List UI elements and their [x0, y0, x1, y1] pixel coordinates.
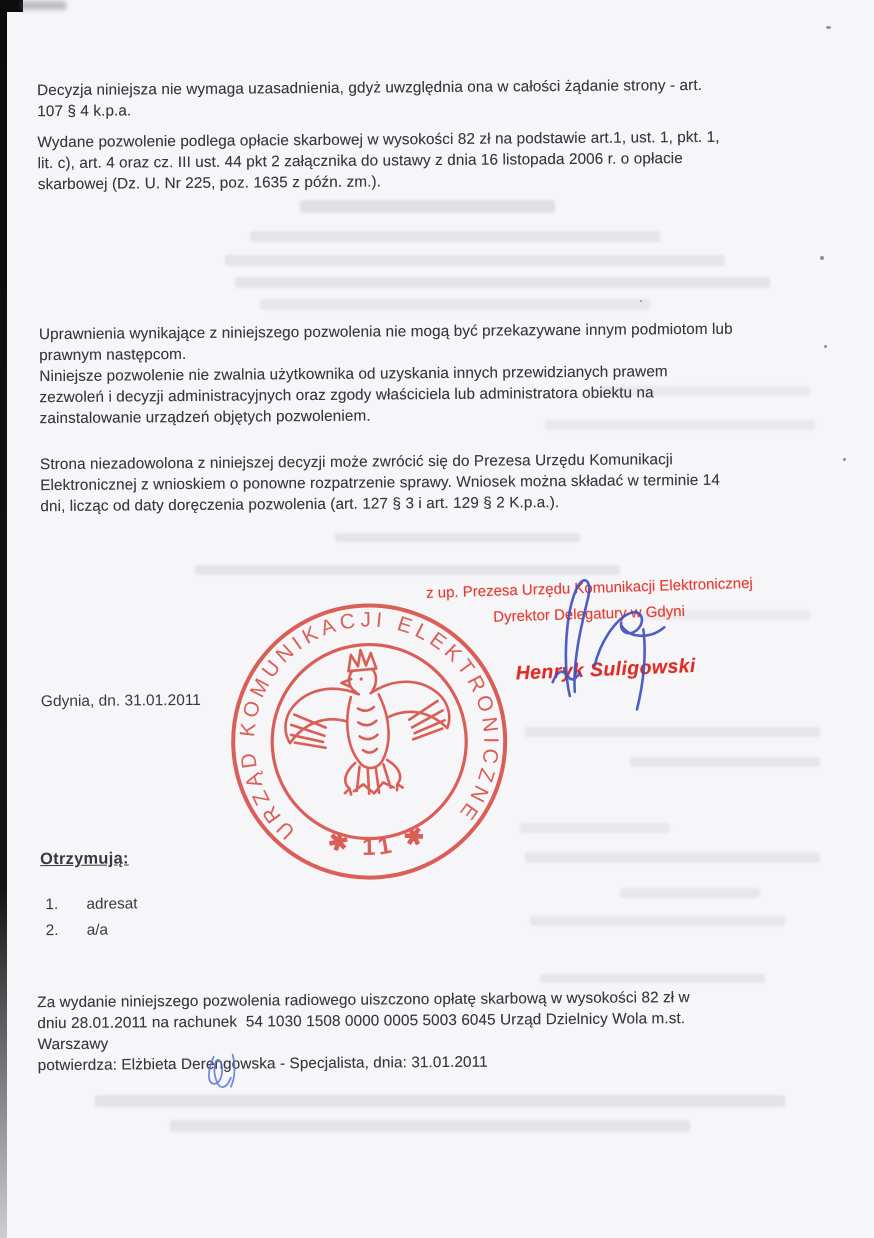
paragraph-stamp-duty [37, 126, 817, 195]
text-line: skarbowej (Dz. U. Nr 225, poz. 1635 z późn. zm.). [37, 173, 382, 194]
text-line: zezwoleń i decyzji administracyjnych oraz zgody właściciela lub administratora obiektu na [39, 384, 654, 407]
initials-stroke [209, 1057, 231, 1087]
recipient-item [45, 895, 137, 914]
text-line: Warszawy [37, 1035, 109, 1054]
text-line: prawnym następcom. [39, 345, 187, 365]
stamp-number-text: ✱ 11 ✱ [324, 818, 435, 861]
recipient-label: a/a [86, 921, 108, 939]
text-line: Elektronicznej z wnioskiem o ponowne rozpatrzenie sprawy. Wniosek można składać w terminie 14 [40, 471, 721, 495]
handwritten-initials [200, 1048, 252, 1096]
text-line: zainstalowanie urządzeń objętych pozwoleniem. [39, 407, 371, 428]
signer-name: Henryk Suligowski [515, 654, 697, 685]
paragraph-fee-paid [37, 986, 838, 1076]
initials-stroke [231, 1055, 235, 1087]
text-line: Uprawnienia wynikające z niniejszego pozwolenia nie mogą być przekazywane innym podmiotom lub [38, 320, 733, 344]
paragraph-appeal-rights [40, 448, 830, 517]
text-line: Decyzja niniejsza nie wymaga uzasadnienia, gdyż uwzględnia ona w całości żądanie strony - art. [37, 76, 703, 100]
text-line: Strona niezadowolona z niniejszej decyzji może zwrócić się do Prezesa Urzędu Komunikacji [39, 451, 673, 474]
authority-stamp-line-2: Dyrektor Delegatury w Gdyni [492, 602, 686, 626]
text-line: Niniejsze pozwolenie nie zwalnia użytkownika od uzyskania innych przewidzianych prawem [39, 363, 668, 386]
signature-stroke [636, 629, 645, 709]
text-line: lit. c), art. 4 oraz cz. III ust. 44 pkt 2 załącznika do ustawy z dnia 16 listopada 2006 r. o opłacie [37, 150, 683, 173]
place-date-line: Gdynia, dn. 31.01.2011 [40, 691, 201, 711]
text-line: dni, licząc od daty doręczenia pozwolenia (art. 127 § 3 i art. 129 § 2 K.p.a.). [40, 494, 560, 516]
handwritten-signature [524, 567, 685, 718]
fee-confirmation-line: potwierdza: Elżbieta Derengowska - Specjalista, dnia: 31.01.2011 [37, 1053, 488, 1075]
signature-stroke [594, 612, 642, 666]
paragraph-no-justification [37, 74, 817, 122]
recipient-label: adresat [86, 895, 138, 913]
text-line: Za wydanie niniejszego pozwolenia radiowego uiszczono opłatę skarbową w wysokości 82 zł w [37, 989, 690, 1012]
recipient-number: 2. [45, 922, 59, 940]
text-line: dniu 28.01.2011 na rachunek 54 1030 1508 0000 0005 5003 6045 Urząd Dzielnicy Wola m.st. [37, 1010, 686, 1033]
authority-stamp-line-1: z up. Prezesa Urzędu Komunikacji Elektronicznej [425, 574, 754, 602]
round-official-stamp [222, 594, 516, 888]
recipient-item [46, 922, 108, 940]
text-line: Wydane pozwolenie podlega opłacie skarbowej w wysokości 82 zł na podstawie art.1, ust. 1, pkt. 1, [37, 128, 720, 152]
recipient-number: 1. [45, 896, 59, 914]
text-line: 107 § 4 k.p.a. [37, 102, 132, 121]
recipients-heading: Otrzymują: [40, 849, 129, 869]
stamp-ring-text: URZĄD KOMUNIKACJI ELEKTRONICZNEJ [236, 608, 503, 844]
paragraph-rights-transfer [39, 318, 830, 429]
